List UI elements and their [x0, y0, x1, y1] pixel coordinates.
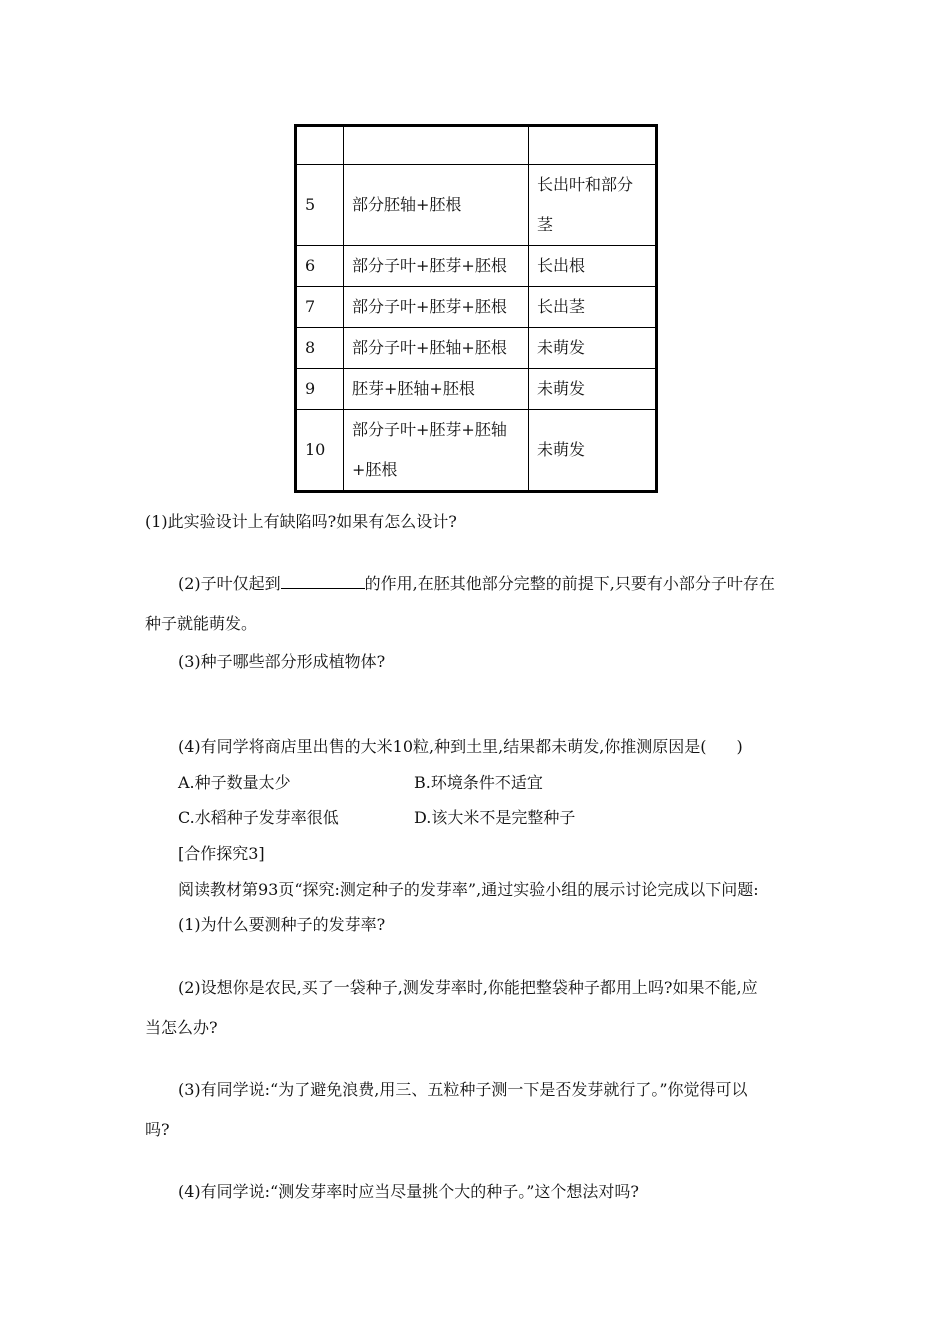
- table-cell: 5: [296, 165, 344, 246]
- table-row: [296, 246, 657, 287]
- table-cell: 长出叶和部分茎: [529, 165, 657, 246]
- question-1: (1)此实验设计上有缺陷吗?如果有怎么设计?: [145, 512, 457, 531]
- table-cell: 部分子叶+胚芽+胚根: [344, 246, 529, 287]
- question-4-suffix: ): [736, 737, 743, 756]
- option-a: A.种子数量太少: [178, 773, 291, 792]
- section-question-2: (2)设想你是农民,买了一袋种子,测发芽率时,你能把整袋种子都用上吗?如果不能,应: [178, 978, 758, 997]
- question-4: [178, 735, 743, 759]
- answer-blank[interactable]: [281, 572, 365, 589]
- section-question-3-continued: 吗?: [145, 1120, 170, 1139]
- question-2: [178, 572, 775, 596]
- table-row: [296, 369, 657, 410]
- section-question-3: (3)有同学说:“为了避免浪费,用三、五粒种子测一下是否发芽就行了。”你觉得可以: [178, 1080, 748, 1099]
- question-2-continued: 种子就能萌发。: [145, 614, 258, 633]
- table-cell: 部分胚轴+胚根: [344, 165, 529, 246]
- table-row: [296, 328, 657, 369]
- section-intro: 阅读教材第93页“探究:测定种子的发芽率”,通过实验小组的展示讨论完成以下问题:: [178, 880, 759, 899]
- table-cell: [529, 126, 657, 165]
- experiment-table: [294, 124, 658, 493]
- table-cell: 7: [296, 287, 344, 328]
- question-2-prefix: (2)子叶仅起到: [178, 574, 281, 593]
- option-d: D.该大米不是完整种子: [414, 808, 576, 827]
- section-question-1: (1)为什么要测种子的发芽率?: [178, 915, 386, 934]
- section-question-2-continued: 当怎么办?: [145, 1018, 218, 1037]
- option-b: B.环境条件不适宜: [414, 773, 543, 792]
- table-row: [296, 126, 657, 165]
- table-cell: 部分子叶+胚芽+胚轴+胚根: [344, 410, 529, 492]
- option-c: C.水稻种子发芽率很低: [178, 808, 339, 827]
- table-cell: 未萌发: [529, 328, 657, 369]
- question-4-prefix: (4)有同学将商店里出售的大米10粒,种到土里,结果都未萌发,你推测原因是(: [178, 737, 707, 756]
- table-cell: 9: [296, 369, 344, 410]
- table-cell: 部分子叶+胚芽+胚根: [344, 287, 529, 328]
- table-cell: 未萌发: [529, 369, 657, 410]
- section-question-4: (4)有同学说:“测发芽率时应当尽量挑个大的种子。”这个想法对吗?: [178, 1182, 639, 1201]
- question-2-suffix: 的作用,在胚其他部分完整的前提下,只要有小部分子叶存在: [364, 574, 775, 593]
- table-cell: 长出根: [529, 246, 657, 287]
- question-3: (3)种子哪些部分形成植物体?: [178, 652, 386, 671]
- section-title: [合作探究3]: [178, 844, 265, 863]
- table-cell: 10: [296, 410, 344, 492]
- table-cell: 胚芽+胚轴+胚根: [344, 369, 529, 410]
- table-cell: 长出茎: [529, 287, 657, 328]
- table-row: [296, 287, 657, 328]
- table-cell: 6: [296, 246, 344, 287]
- table-cell: [296, 126, 344, 165]
- table-row: [296, 410, 657, 492]
- table-cell: [344, 126, 529, 165]
- table-row: [296, 165, 657, 246]
- table-cell: 8: [296, 328, 344, 369]
- table-cell: 未萌发: [529, 410, 657, 492]
- table-cell: 部分子叶+胚轴+胚根: [344, 328, 529, 369]
